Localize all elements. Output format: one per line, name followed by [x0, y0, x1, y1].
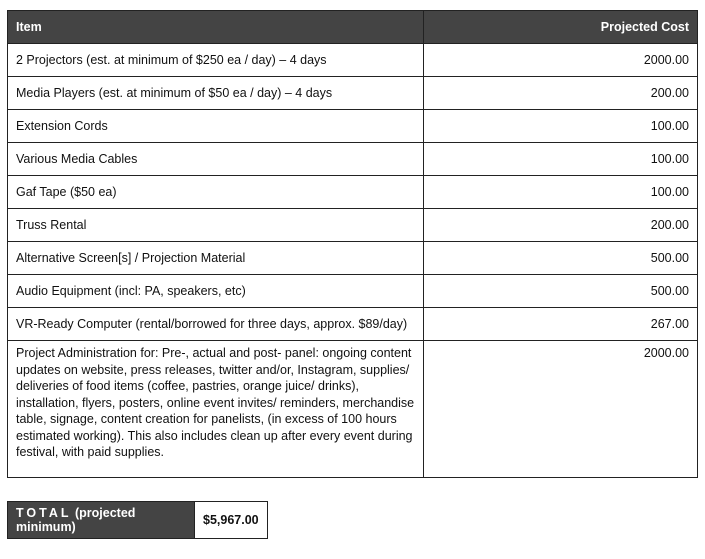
item-cell: Media Players (est. at minimum of $50 ea / day) – 4 days: [8, 77, 424, 110]
cost-cell: 2000.00: [424, 341, 698, 478]
table-row: [8, 176, 698, 209]
item-cell: VR-Ready Computer (rental/borrowed for three days, approx. $89/day): [8, 308, 424, 341]
table-row: [8, 209, 698, 242]
table-row: [8, 275, 698, 308]
table-header-row: [8, 11, 698, 44]
cost-cell: 100.00: [424, 176, 698, 209]
item-cell: 2 Projectors (est. at minimum of $250 ea / day) – 4 days: [8, 44, 424, 77]
cost-cell: 500.00: [424, 275, 698, 308]
cost-cell: 2000.00: [424, 44, 698, 77]
table-row: [8, 341, 698, 478]
item-cell: Project Administration for: Pre-, actual and post- panel: ongoing content updates on website, press releases, twitter and/or, Instagram, supplies/ deliveries of food items (coffee, pastries, orange juice/ drinks), installation, flyers, posters, online event invites/ reminders, merchandise table, signage, content creation for panelists, (in excess of 100 hours estimated working). This also includes clean up after every event during festival, with paid supplies.: [8, 341, 424, 478]
cost-cell: 200.00: [424, 209, 698, 242]
table-row: [8, 44, 698, 77]
item-cell: Gaf Tape ($50 ea): [8, 176, 424, 209]
item-cell: Extension Cords: [8, 110, 424, 143]
total-label-qualifier: (projected minimum): [16, 506, 136, 534]
total-value: $5,967.00: [195, 502, 268, 539]
table-row: [8, 110, 698, 143]
budget-table: [7, 10, 698, 478]
item-cell: Various Media Cables: [8, 143, 424, 176]
column-header-projected-cost: Projected Cost: [424, 11, 698, 44]
total-row: [8, 502, 268, 539]
table-row: [8, 77, 698, 110]
table-row: [8, 308, 698, 341]
total-summary: [7, 501, 268, 539]
cost-cell: 200.00: [424, 77, 698, 110]
item-cell: Audio Equipment (incl: PA, speakers, etc): [8, 275, 424, 308]
cost-cell: 100.00: [424, 143, 698, 176]
cost-cell: 100.00: [424, 110, 698, 143]
cost-cell: 267.00: [424, 308, 698, 341]
item-cell: Alternative Screen[s] / Projection Material: [8, 242, 424, 275]
total-label: [8, 502, 195, 539]
total-label-word: TOTAL: [16, 506, 72, 520]
column-header-item: Item: [8, 11, 424, 44]
item-cell: Truss Rental: [8, 209, 424, 242]
cost-cell: 500.00: [424, 242, 698, 275]
table-row: [8, 143, 698, 176]
table-row: [8, 242, 698, 275]
